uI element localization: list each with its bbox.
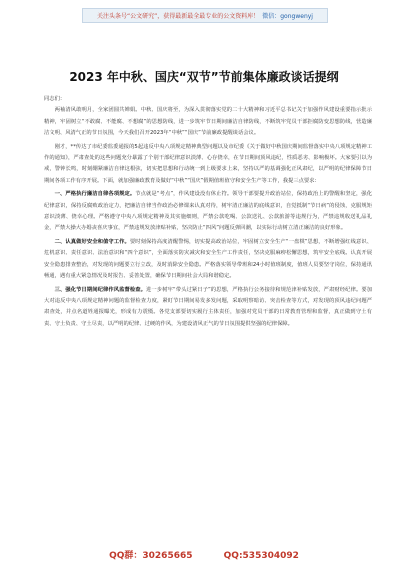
- paragraph-text: 刚才，**传达了市纪委监委通报的5起违反中央八项规定精神典型问题以及市纪委《关于做好中秋国庆期间监督落实中央八项规定精神工作的通知》，严肃查处的这些问题充分暴露了个别干部纪律意识淡薄、心存侥幸，在节日期间顶风违纪，性质恶劣、影响极坏。大家要引以为戒，警钟长鸣，时刻绷紧廉洁自律这根弦，切实把思想和行动统一到上级要求上来，坚持以严的基调强化正风肃纪，以严明的纪律保障节日期间各项工作有序开展。下面，就加强廉政教育及做好“中秋”“国庆”假期值班值守和安全生产等工作，我提三点要求：: [44, 143, 372, 184]
- salutation: 同志们：: [44, 96, 66, 102]
- paragraph-text: 进一步树牢“带头过紧日子”的思想，严格执行公务接待和规范津补贴发放，严肃财经纪律。要加大对违反中央八项规定精神问题的监督检查力度，紧盯节日期间易发多发问题，采取明察暗访、突击检查等方式，对发现的顶风违纪问题严肃查处，并点名道姓通报曝光，形成有力震慑。各党支部要切实履行主体责任，加强对党员干部的日常教育管理和监督，真正做到守土有责、守土负责、守土尽责，以严明的纪律、过硬的作风，为建设清风正气的节日氛围提供坚强的纪律保障。: [44, 286, 372, 327]
- section-heading: 二、认真做好安全和值守工作。: [54, 238, 130, 245]
- paragraph-section-1: [44, 189, 372, 235]
- banner-notice: 关注头条号“公文研究”，获得最新最全最专业的公文资料库！: [97, 13, 260, 20]
- paragraph-text: 节点就是“考点”，作风建设没有休止符。领导干部要提升政治站位，保持政治上的警醒和坚定，强化纪律意识，保持反腐败政治定力，把廉洁自律当作政治必修课来认真对待，树牢清正廉洁的底线意识，自觉抵制“节日病”的侵蚀，克服规矩意识淡薄、侥幸心理。严格遵守中央八项规定精神及其实施细则，严禁公款吃喝、公款送礼、公款旅游等违规行为，严禁违规收送礼品礼金，严禁大操大办婚丧喜庆事宜，严禁违规发放津贴补贴，坚决防止“四风”问题反弹回潮，以实际行动树立清正廉洁的良好形象。: [44, 191, 372, 232]
- document-title: 2023 年中秋、国庆“双节”节前集体廉政谈话提纲: [69, 70, 339, 84]
- footer-qq-group: QQ群：30265665: [109, 551, 193, 561]
- paragraph-notice: [44, 142, 372, 188]
- section-heading: 一、严格执行廉洁自律各项规定。: [54, 191, 136, 198]
- document-body: [44, 94, 372, 330]
- footer-contact: [0, 548, 408, 561]
- section-heading: 三、强化节日期间纪律作风监督检查。: [54, 286, 146, 293]
- paragraph-section-2: [44, 237, 372, 283]
- paragraph-text: 两袖清风敢明月，全家团圆共婵娟。中秋、国庆将至，为深入贯彻落实党的二十大精神和习近平总书记关于加强作风建设重要指示批示精神，牢固树立“不敢腐、不能腐、不想腐”的思想防线，进一步筑牢节日期间廉洁自律防线，不断筑牢党员干部拒腐防变思想防线，营造廉洁文明、风清气正的节日氛围，今天我们召开2023年“中秋”“国庆”节前廉政提醒谈话会议。: [44, 107, 372, 137]
- paragraph-text: 要时刻保持高度清醒警惕，切实提高政治站位，牢固树立安全生产“一盘棋”思想，不断增强红线意识、危机意识、责任意识、法治意识和“四个意识”，全面落实防灾减灾和安全生产工作责任，坚决克服麻痹松懈思想，筑牢安全底线。认真开展安全隐患排查整治，对发现的问题要立行立改，及时消除安全隐患。严格落实领导带班和24小时值班制度，值班人员要坚守岗位，保持通讯畅通，遇有重大紧急情况及时报告、妥善处置，确保节日期间社会大局和谐稳定。: [44, 238, 372, 280]
- paragraph-section-3: [44, 285, 372, 331]
- paragraph-intro: [44, 105, 372, 139]
- banner-wechat[interactable]: 微信：gongwenyj: [262, 13, 313, 20]
- footer-qq: QQ:535304092: [223, 551, 299, 561]
- top-banner[interactable]: [82, 8, 328, 23]
